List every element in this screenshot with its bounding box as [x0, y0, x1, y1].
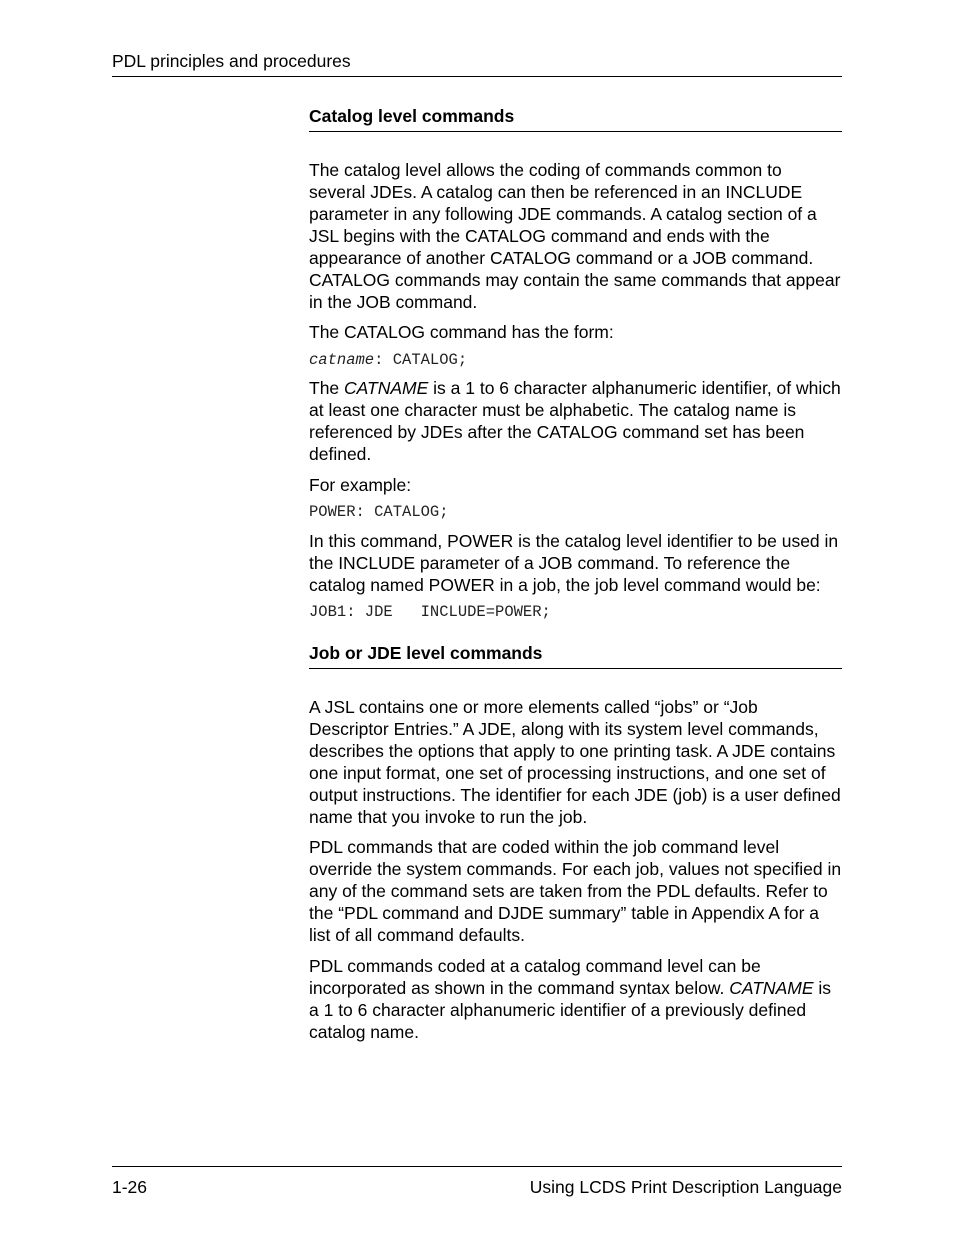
override-paragraph: PDL commands that are coded within the job command level override the system commands. For each job, values not specified in any of the command sets are taken from the PDL defaults. Refer to the “PDL command and DJDE summary” table in Appendix A for a list of all command defaults.	[309, 837, 842, 945]
page-number: 1-26	[112, 1177, 148, 1197]
text-run: The	[309, 378, 345, 398]
catalog-intro-paragraph: The catalog level allows the coding of commands common to several JDEs. A catalog can then be referenced in an INCLUDE parameter in any following JDE commands. A catalog section of a JSL begins with the CATALOG command and ends with the appearance of another CATALOG command or a JOB command. CATALOG commands may contain the same commands that appear in the JOB command.	[309, 160, 841, 312]
jsl-description-paragraph: A JSL contains one or more elements called “jobs” or “Job Descriptor Entries.” A JDE, along with its system level commands, describes the options that apply to one printing task. A JDE contains one input format, one set of processing instructions, and one set of output instructions. The identifier for each JDE (job) is a user defined name that you invoke to run the job.	[309, 697, 841, 827]
text-run: PDL commands coded at a catalog command level can be incorporated as shown in the command syntax below.	[309, 956, 761, 998]
catalog-syntax-code	[309, 350, 842, 370]
catname-term: CATNAME	[344, 378, 429, 398]
section-heading-catalog: Catalog level commands	[309, 105, 842, 132]
page-content	[309, 105, 842, 1043]
text-run: is a 1 to 6 character alphanumeric identifier, of which at least one character must be alphabetic. The catalog name is referenced by JDEs after the CATALOG command set has been defined.	[309, 378, 841, 464]
section-heading-job: Job or JDE level commands	[309, 642, 842, 669]
catalog-incorporation-paragraph	[309, 955, 842, 1043]
catalog-form-paragraph: The CATALOG command has the form:	[309, 322, 614, 342]
catalog-syntax-rest: : CATALOG;	[374, 351, 468, 369]
example-code: POWER: CATALOG;	[309, 503, 449, 521]
catname-placeholder: catname	[309, 351, 375, 369]
text-run: is a 1 to 6 character alphanumeric identifier of a previously defined catalog name.	[309, 978, 831, 1042]
catname-term: CATNAME	[729, 978, 814, 998]
job-command-code: JOB1: JDE INCLUDE=POWER;	[309, 603, 551, 621]
example-label: For example:	[309, 475, 412, 495]
power-explanation-paragraph: In this command, POWER is the catalog level identifier to be used in the INCLUDE parameter of a JOB command. To reference the catalog named POWER in a job, the job level command would be:	[309, 531, 839, 595]
footer-rule	[112, 1166, 842, 1167]
catname-description-paragraph	[309, 377, 842, 465]
book-title: Using LCDS Print Description Language	[529, 1177, 842, 1197]
header-rule	[112, 76, 842, 77]
running-header: PDL principles and procedures	[112, 51, 351, 71]
